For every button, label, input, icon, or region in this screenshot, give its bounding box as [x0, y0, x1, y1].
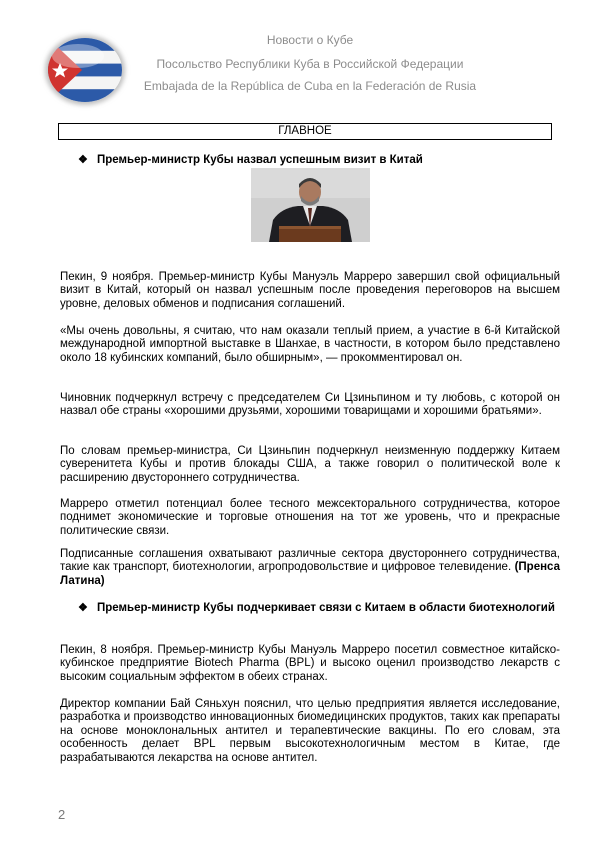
article-1-paragraph-2: «Мы очень довольны, я считаю, что нам оказали теплый прием, а участие в 6-й Китайской международной импортной выставке в Шанхае, в частности, в котором было представлено около 18 кубинских компаний, было обширным», — прокомментировал он. — [60, 325, 560, 364]
article-1-paragraph-3: Чиновник подчеркнул встречу с председателем Си Цзиньпином и ту любовь, с которой он назвал обе страны «хорошими друзьями, хорошими товарищами и хорошими братьями». — [60, 392, 560, 418]
article-2-paragraph-2: Директор компании Бай Сяньхун пояснил, что целью предприятия является исследование, разработка и производство инновационных биомедицинских продуктов, таких как препараты на основе моноклональных антител и терапевтические вакцины. По его словам, эта особенность делает BPL первым высокотехнологичным местом в Китае, где разрабатываются лекарства на основе антител. — [60, 698, 560, 764]
article-1-title-text: Премьер-министр Кубы назвал успешным визит в Китай — [97, 154, 423, 166]
article-1-title — [78, 153, 464, 168]
diamond-bullet-icon: ❖ — [78, 154, 88, 166]
article-1-photo — [251, 168, 370, 242]
article-1-source: (Пренса Латина) — [60, 561, 560, 587]
article-1-paragraph-4: По словам премьер-министра, Си Цзиньпин подчеркнул неизменную поддержку Китаем суверенитета Кубы и против блокады США, а также говорил о политической воле к расширению двустороннего сотрудничества. — [60, 445, 560, 484]
page-number: 2 — [58, 807, 66, 822]
article-2-paragraph-1: Пекин, 8 ноября. Премьер-министр Кубы Мануэль Марреро посетил совместное китайско-кубинское предприятие Biotech Pharma (BPL) и высоко оценил производство лекарств с высоким социальным эффектом в обеих странах. — [60, 644, 560, 683]
article-2-title-text: Премьер-министр Кубы подчеркивает связи с Китаем в области биотехнологий — [97, 602, 555, 614]
page-header — [0, 0, 604, 110]
article-1-paragraph-6 — [60, 548, 560, 588]
diamond-bullet-icon: ❖ — [78, 602, 88, 614]
header-embassy-es: Embajada de la República de Cuba en la Federación de Rusia — [143, 79, 477, 93]
header-title: Новости о Кубе — [266, 33, 354, 47]
header-embassy-ru: Посольство Республики Куба в Российской Федерации — [156, 57, 464, 71]
article-1-paragraph-1: Пекин, 9 ноября. Премьер-министр Кубы Мануэль Марреро завершил свой официальный визит в Китай, который он назвал успешным после проведения переговоров на высшем уровне, деловых обменов и подписания соглашений. — [60, 271, 560, 310]
article-1-paragraph-6-text: Подписанные соглашения охватывают различные сектора двустороннего сотрудничества, такие как транспорт, биотехнологии, агропродовольствие и цифровое телевидение. — [60, 548, 560, 574]
cuban-flag-icon — [48, 38, 122, 102]
section-heading: ГЛАВНОЕ — [58, 123, 552, 140]
article-2-title — [78, 601, 561, 616]
article-1-paragraph-5: Марреро отметил потенциал более тесного межсекторального сотрудничества, которое поднимет экономические и торговые отношения на тот же уровень, что и прекрасные политические связи. — [60, 498, 560, 537]
